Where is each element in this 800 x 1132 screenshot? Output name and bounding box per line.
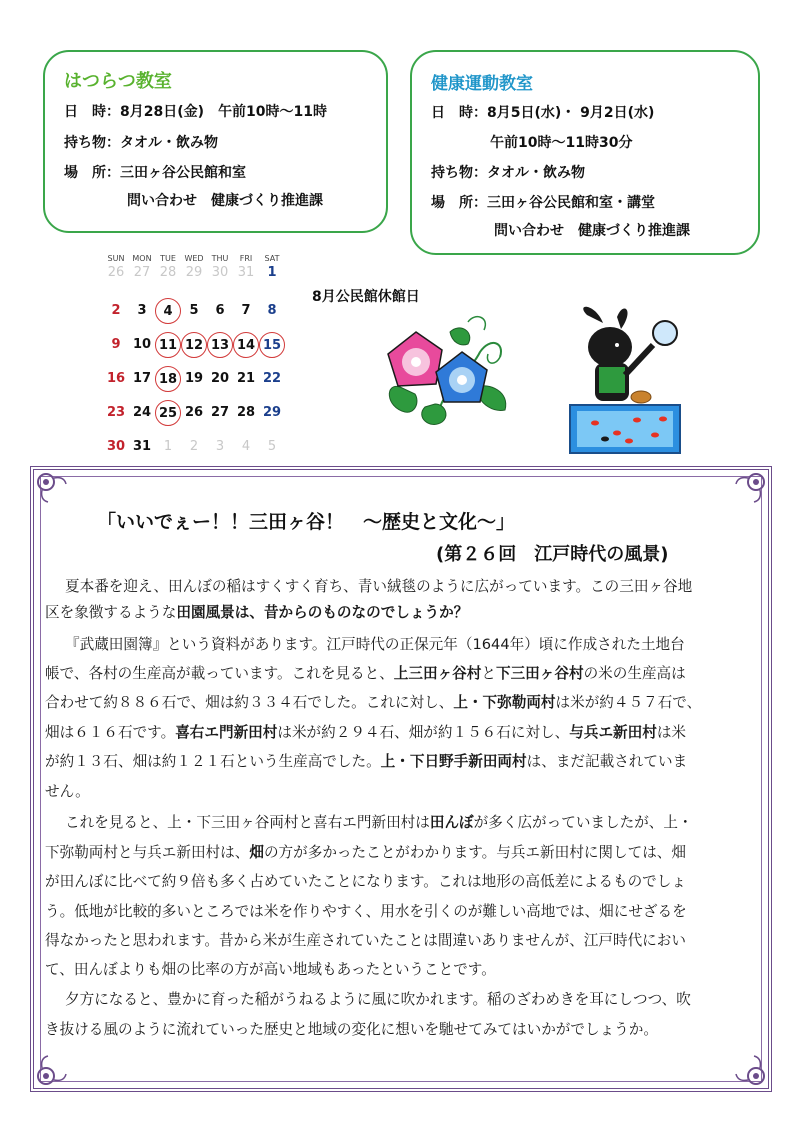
frame-corner-ornament-icon <box>34 470 68 504</box>
article-line: 帳で、各村の生産高が載っています。これを見ると、上三田ヶ谷村と下三田ヶ谷村の米の生産高は <box>45 665 686 682</box>
calendar-day: 30 <box>211 265 229 280</box>
calendar-weekday-header: WED <box>184 254 204 263</box>
calendar-day: 3 <box>215 439 225 454</box>
calendar-day: 29 <box>185 265 203 280</box>
calendar-day: 31 <box>132 439 152 454</box>
calendar-weekday-header: MON <box>132 254 152 263</box>
article-line: 夕方になると、豊かに育った稲がうねるように風に吹かれます。稲のざわめきを耳にしつつ、吹 <box>65 991 691 1008</box>
article-line: き抜ける風のように流れていった歴史と地域の変化に想いを馳せてみてはいかがでしょうか。 <box>45 1021 658 1038</box>
calendar-day: 22 <box>262 371 282 386</box>
hatsuratsu-contact: 問い合わせ 健康づくり推進課 <box>127 193 323 209</box>
calendar-day: 1 <box>267 265 277 280</box>
kenko-items: 持ち物：タオル・飲み物 <box>431 165 585 181</box>
calendar-weekday-header: SUN <box>107 254 125 263</box>
article-line: 夏本番を迎え、田んぼの稲はすくすく育ち、青い絨毯のように広がっています。この三田ヶ谷地 <box>65 578 693 595</box>
calendar-day: 11 <box>155 332 181 358</box>
calendar-day: 16 <box>106 371 126 386</box>
calendar-day: 5 <box>189 303 199 318</box>
article-subtitle: (第２６回 江戸時代の風景) <box>436 544 669 565</box>
calendar-day: 7 <box>241 303 251 318</box>
calendar-day: 14 <box>233 332 259 358</box>
calendar-day: 23 <box>106 405 126 420</box>
goldfish-scooping-illustration <box>565 305 695 457</box>
calendar-day: 31 <box>237 265 255 280</box>
calendar-day: 3 <box>137 303 147 318</box>
kenko-place: 場 所：三田ヶ谷公民館和室・講堂 <box>431 195 655 211</box>
article-line: せん。 <box>45 783 90 800</box>
calendar-day: 10 <box>132 337 152 352</box>
calendar-day: 9 <box>111 337 121 352</box>
calendar-day: 28 <box>236 405 256 420</box>
article-line: が田んぼに比べて約９倍も多く占めていたことになります。これは地形の高低差によるものでしょ <box>45 873 686 890</box>
hatsuratsu-date: 日 時：8月28日(金) 午前10時～11時 <box>64 104 327 120</box>
calendar-day: 15 <box>259 332 285 358</box>
calendar-day: 19 <box>184 371 204 386</box>
article-line: 合わせて約８８６石で、畑は約３３４石でした。これに対し、上・下弥勒両村は米が約４５７石で、 <box>45 694 702 711</box>
calendar-day: 1 <box>163 439 173 454</box>
calendar-day: 26 <box>184 405 204 420</box>
calendar-day: 17 <box>132 371 152 386</box>
kenko-date: 日 時：8月5日(水)・ 9月2日(水) <box>431 105 655 121</box>
article-line: 下弥勒両村と与兵エ新田村は、畑の方が多かったことがわかります。与兵エ新田村に関しては、畑 <box>45 844 686 861</box>
frame-corner-ornament-icon <box>734 470 768 504</box>
hatsuratsu-items: 持ち物：タオル・飲み物 <box>64 135 218 151</box>
calendar-day: 29 <box>262 405 282 420</box>
calendar-day: 8 <box>267 303 277 318</box>
hatsuratsu-place: 場 所：三田ヶ谷公民館和室 <box>64 165 246 181</box>
calendar-day: 20 <box>210 371 230 386</box>
calendar-day: 27 <box>210 405 230 420</box>
calendar-day: 24 <box>132 405 152 420</box>
calendar-weekday-header: FRI <box>239 254 253 263</box>
article-line: 区を象徴するような田園風景は、昔からのものなのでしょうか？ <box>45 604 469 621</box>
calendar-weekday-header: THU <box>211 254 229 263</box>
calendar-day: 26 <box>107 265 125 280</box>
closed-days-label: 8月公民館休館日 <box>312 289 420 305</box>
article-line: 得なかったと思われます。昔から米が生産されていたことは間違いありませんが、江戸時代におい <box>45 932 686 949</box>
kenko-time: 午前10時～11時30分 <box>490 135 633 151</box>
calendar-day: 25 <box>155 400 181 426</box>
article-line: が約１３石、畑は約１２１石という生産高でした。上・下日野手新田両村は、まだ記載されていま <box>45 753 688 770</box>
kenko-title: 健康運動教室 <box>431 74 533 94</box>
calendar-day: 27 <box>133 265 151 280</box>
calendar-day: 4 <box>155 298 181 324</box>
hatsuratsu-notice <box>43 50 388 233</box>
calendar-day: 2 <box>189 439 199 454</box>
calendar-day: 5 <box>267 439 277 454</box>
article-line: 『武蔵田園簿』という資料があります。江戸時代の正保元年（1644年）頃に作成された土地台 <box>65 636 685 653</box>
article-title: 「いいでぇー！！三田ヶ谷！ ～歴史と文化～」 <box>97 511 516 533</box>
calendar-day: 18 <box>155 366 181 392</box>
august-calendar <box>103 254 288 454</box>
calendar-day: 21 <box>236 371 256 386</box>
calendar-day: 28 <box>159 265 177 280</box>
article-line: これを見ると、上・下三田ヶ谷両村と喜右エ門新田村は田んぼが多く広がっていましたが、上・ <box>65 814 693 831</box>
morning-glory-illustration <box>380 312 520 432</box>
article-line: て、田んぼよりも畑の比率の方が高い地域もあったということです。 <box>45 961 496 978</box>
calendar-weekday-header: TUE <box>160 254 176 263</box>
frame-corner-ornament-icon <box>34 1054 68 1088</box>
calendar-day: 6 <box>215 303 225 318</box>
kenko-contact: 問い合わせ 健康づくり推進課 <box>494 223 690 239</box>
frame-corner-ornament-icon <box>734 1054 768 1088</box>
hatsuratsu-title: はつらつ教室 <box>64 71 172 92</box>
article-line: 畑は６１６石です。喜右エ門新田村は米が約２９４石、畑が約１５６石に対し、与兵エ新田村は米 <box>45 724 687 741</box>
calendar-day: 4 <box>241 439 251 454</box>
calendar-day: 30 <box>106 439 126 454</box>
calendar-day: 13 <box>207 332 233 358</box>
kenko-notice <box>410 50 760 255</box>
calendar-weekday-header: SAT <box>264 254 280 263</box>
calendar-day: 12 <box>181 332 207 358</box>
calendar-day: 2 <box>111 303 121 318</box>
article-line: う。低地が比較的多いところでは米を作りやすく、用水を引くのが難しい高地では、畑にせざるを <box>45 903 687 920</box>
